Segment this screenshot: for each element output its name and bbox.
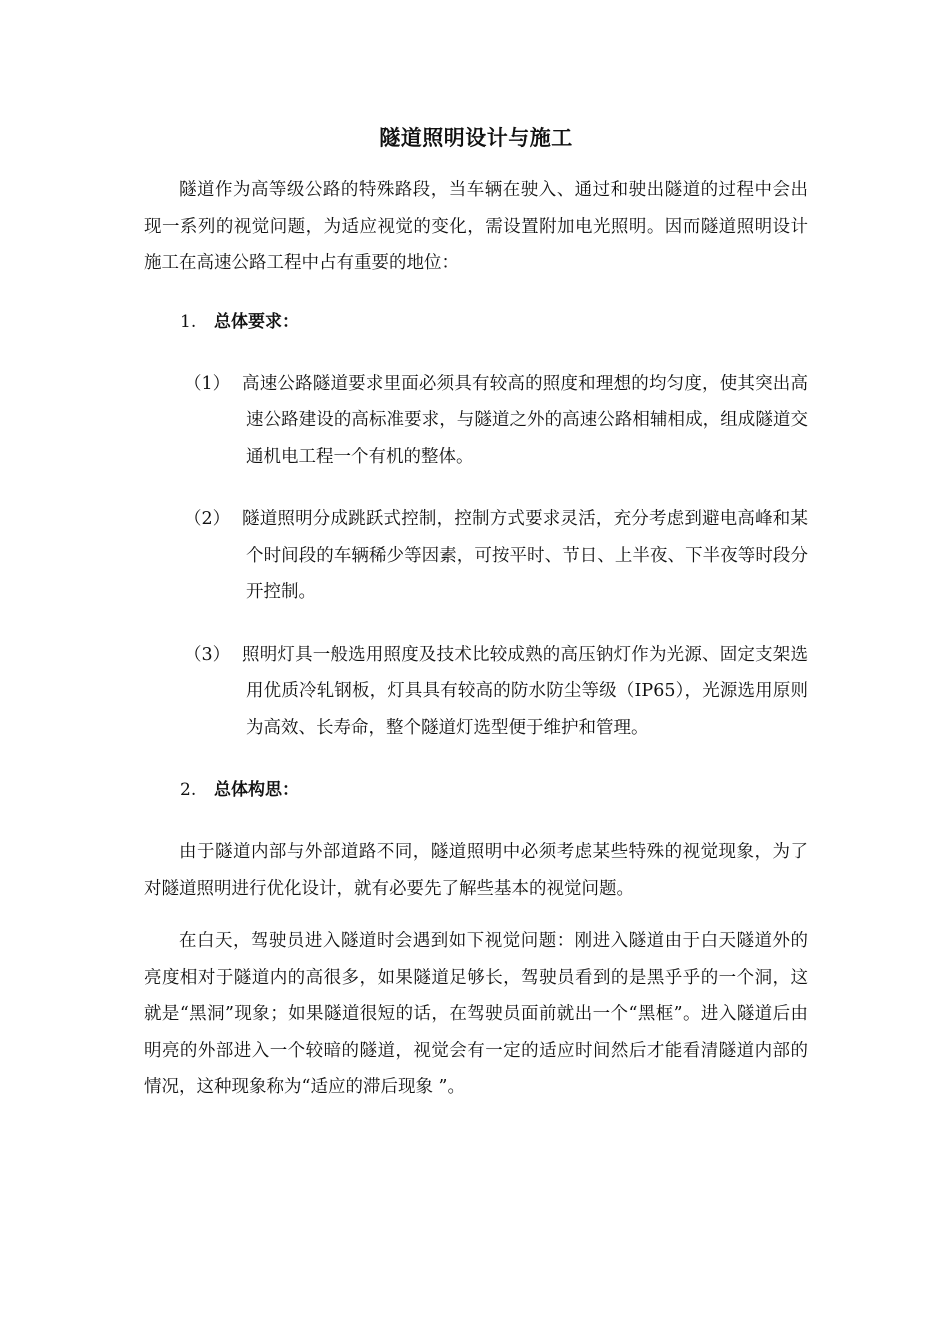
body-paragraph: 在白天，驾驶员进入隧道时会遇到如下视觉问题：刚进入隧道由于白天隧道外的亮度相对于隧道内的高很多，如果隧道足够长，驾驶员看到的是黑乎乎的一个洞，这就是“黑洞”现象；如果隧道很短的话，在驾驶员面前就出一个“黑框”。进入隧道后由明亮的外部进入一个较暗的隧道，视觉会有一定的适应时间然后才能看清隧道内部的情况，这种现象称为“适应的滞后现象 ”。 <box>144 931 808 1097</box>
intro-paragraph: 隧道作为高等级公路的特殊路段，当车辆在驶入、通过和驶出隧道的过程中会出现一系列的视觉问题，为适应视觉的变化，需设置附加电光照明。因而隧道照明设计施工在高速公路工程中占有重要的地位： <box>144 180 808 273</box>
section-title: 总体要求： <box>214 311 299 332</box>
document-title: 隧道照明设计与施工 <box>379 125 573 150</box>
list-item-text: 高速公路隧道要求里面必须具有较高的照度和理想的均匀度，使其突出高速公路建设的高标准要求，与隧道之外的高速公路相辅相成，组成隧道交通机电工程一个有机的整体。 <box>242 373 808 467</box>
list-item <box>144 366 808 476</box>
list-item-marker: （1） <box>184 373 231 394</box>
list-item <box>144 501 808 611</box>
section-heading-concept <box>180 772 808 808</box>
section-title: 总体构思： <box>214 780 299 800</box>
section-number: 1. <box>180 311 197 332</box>
list-item-text: 隧道照明分成跳跃式控制，控制方式要求灵活，充分考虑到避电高峰和某个时间段的车辆稀少等因素，可按平时、节日、上半夜、下半夜等时段分开控制。 <box>242 509 808 602</box>
section-heading-requirements <box>180 304 808 340</box>
list-item-marker: （2） <box>184 509 231 529</box>
list-item-marker: （3） <box>184 644 231 665</box>
list-item-text: 照明灯具一般选用照度及技术比较成熟的高压钠灯作为光源、固定支架选用优质冷轧钢板，灯具具有较高的防水防尘等级（IP65），光源选用原则为高效、长寿命，整个隧道灯选型便于维护和管理。 <box>242 644 808 738</box>
section-number: 2. <box>180 780 197 800</box>
list-item <box>144 637 808 747</box>
body-paragraph: 由于隧道内部与外部道路不同，隧道照明中必须考虑某些特殊的视觉现象，为了对隧道照明进行优化设计，就有必要先了解些基本的视觉问题。 <box>144 842 808 899</box>
document-page <box>144 118 808 1106</box>
